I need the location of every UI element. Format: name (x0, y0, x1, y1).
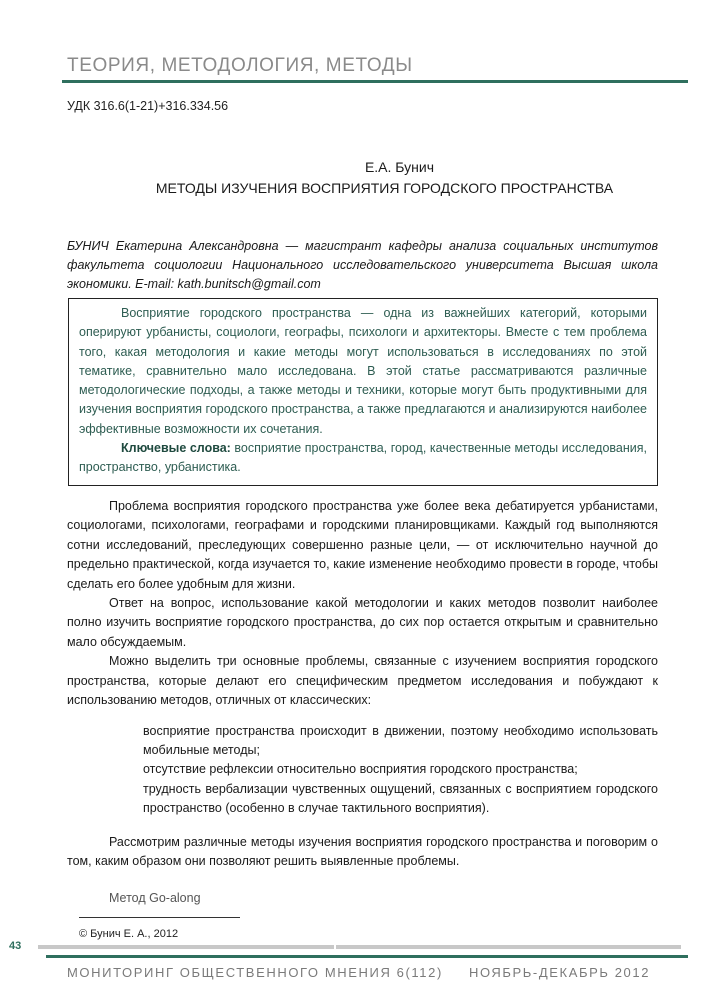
list-item: отсутствие рефлексии относительно восприятия городского пространства; (143, 762, 578, 777)
header-rule (62, 80, 688, 83)
abstract-text: Восприятие городского пространства — одна из важнейших категорий, которыми оперируют урбанисты, социологи, географы, психологи и архитекторы. Вместе с тем проблема того, какая методология и какие методы могут использоваться в исследованиях по этой тематике, сравнительно мало исследована. В этой статье рассматриваются различные методологические подходы, а также методы и техники, которые могут быть продуктивными для изучения восприятия городского пространства, а также предлагаются и анализируются наиболее эффективные возможности их сочетания. (79, 306, 647, 436)
paragraph-2: Ответ на вопрос, использование какой методологии и каких методов позволит наиболее полно изучить восприятие городского пространства, до сих пор остается открытым и сравнительно мало обсуждаемым. (67, 596, 658, 649)
page-number: 43 (9, 940, 22, 952)
subsection-heading: Метод Go-along (109, 891, 201, 905)
body-text (67, 497, 658, 710)
udc-code: УДК 316.6(1-21)+316.334.56 (67, 99, 229, 113)
paragraph-4: Рассмотрим различные методы изучения восприятия городского пространства и поговорим о том, каким образом они позволяют решить выявленные проблемы. (67, 835, 658, 869)
keywords-paragraph (79, 439, 647, 478)
keywords-text: восприятие пространства, город, качественные методы исследования, пространство, урбанистика. (79, 441, 647, 475)
footer-rule (46, 955, 688, 958)
issue-date: НОЯБРЬ-ДЕКАБРЬ 2012 (469, 965, 651, 980)
section-header: ТЕОРИЯ, МЕТОДОЛОГИЯ, МЕТОДЫ (67, 55, 413, 76)
closing-text (67, 833, 658, 872)
article-title: МЕТОДЫ ИЗУЧЕНИЯ ВОСПРИЯТИЯ ГОРОДСКОГО ПРОСТРАНСТВА (155, 180, 614, 196)
keywords-label: Ключевые слова: (121, 441, 231, 456)
list-item: трудность вербализации чувственных ощущений, связанных с восприятием городского пространство (особенно в случае тактильного восприятия). (143, 781, 658, 815)
paragraph-1: Проблема восприятия городского пространства уже более века дебатируется урбанистами, социологами, психологами, географами и городскими планировщиками. Каждый год выполняются сотни исследований, преследующих совершенно разные цели, — от исключительно научной до предельно практической, когда изучается то, какие изменение необходимо провести в городе, чтобы сделать его более удобным для жизни. (67, 499, 658, 591)
footnote: © Бунич Е. А., 2012 (79, 928, 179, 940)
author-info: БУНИЧ Екатерина Александровна — магистрант кафедры анализа социальных институтов факультета социологии Национального исследовательского университета Высшая школа экономики. E-mail: kath.bunitsch@gmail.com (67, 239, 658, 291)
footer-gray-bar (38, 945, 681, 949)
list-item: восприятие пространства происходит в движении, поэтому необходимо использовать мобильные методы; (143, 724, 658, 758)
problem-list (143, 722, 658, 818)
paragraph-3: Можно выделить три основные проблемы, связанные с изучением восприятия городского пространства, которые делают его специфическим предметом исследования и побуждают к использованию методов, отличных от классических: (67, 654, 658, 708)
footnote-rule (79, 917, 240, 918)
journal-name: МОНИТОРИНГ ОБЩЕСТВЕННОГО МНЕНИЯ 6(112) (67, 965, 443, 980)
author-name: Е.А. Бунич (364, 159, 435, 175)
abstract-box (68, 298, 658, 486)
